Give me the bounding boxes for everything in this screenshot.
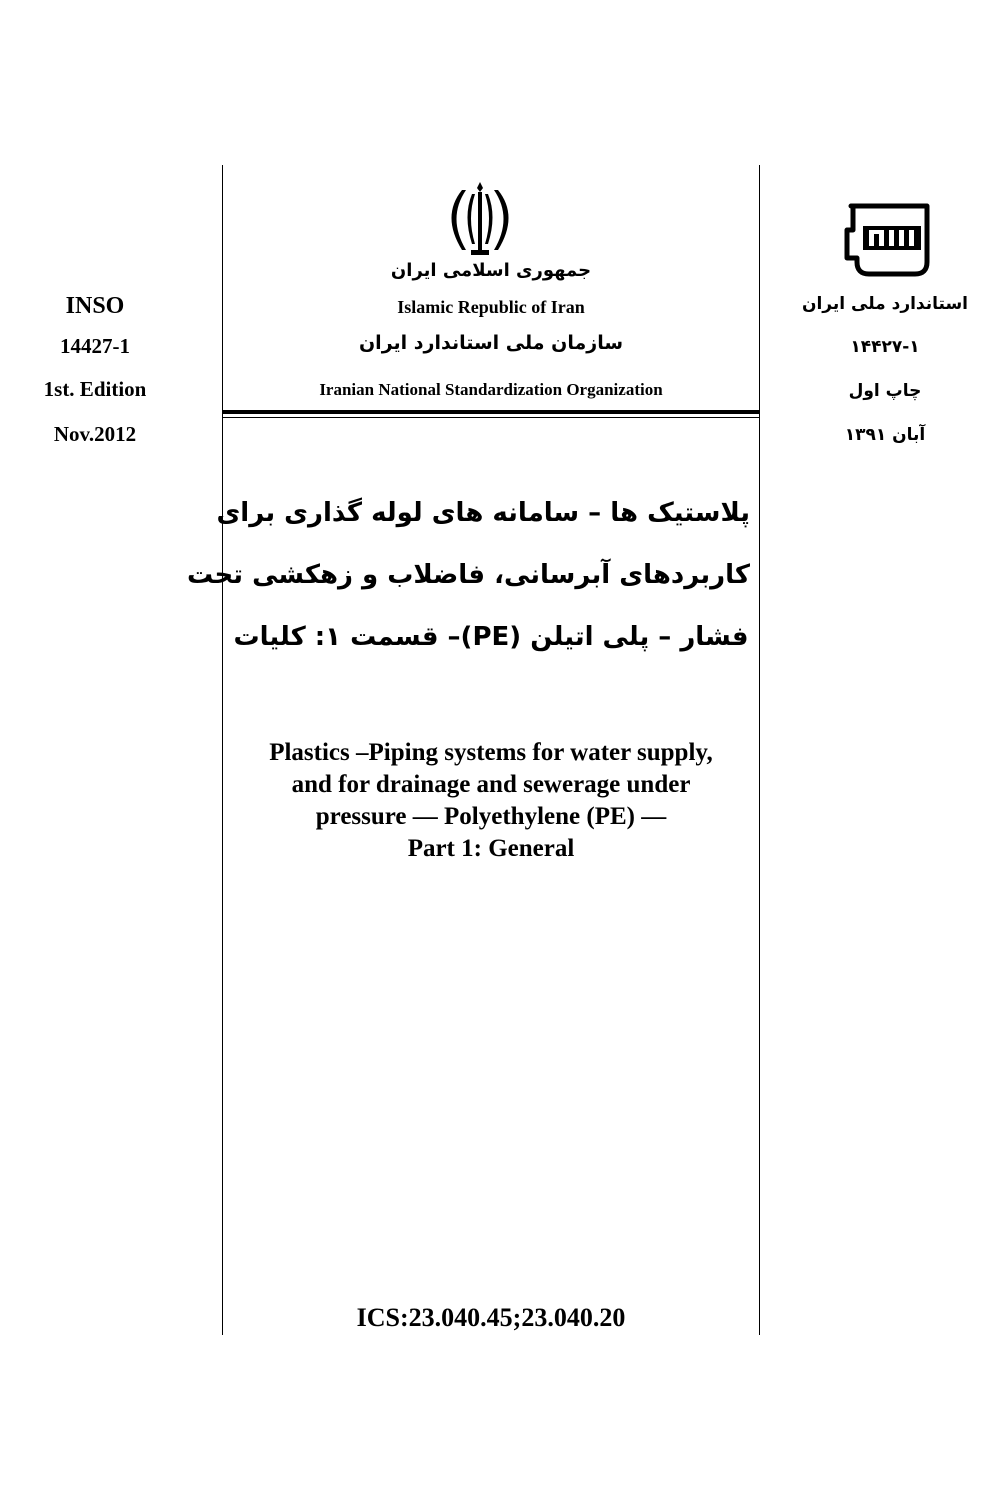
edition-label: 1st. Edition <box>43 377 147 401</box>
organization-name-en: Iranian National Standardization Organization <box>319 380 663 399</box>
publication-date-fa: آبان ۱۳۹۱ <box>844 425 926 445</box>
title-fa-line: فشار – پلی اتیلن (PE)– قسمت ۱: کلیات <box>233 622 749 652</box>
standard-number: 14427-1 <box>60 334 130 358</box>
iran-emblem-icon <box>435 178 525 258</box>
ics-code: ICS:23.040.45;23.040.20 <box>356 1303 626 1332</box>
title-en-line: Plastics –Piping systems for water supply, <box>269 739 713 766</box>
publication-date: Nov.2012 <box>53 422 137 446</box>
standard-number-fa: ۱۴۴۲۷-۱ <box>850 337 920 357</box>
title-fa-line: کاربردهای آبرسانی، فاضلاب و زهکشی تحت <box>187 560 750 590</box>
standard-code: INSO <box>65 293 125 319</box>
document-title-en <box>232 737 750 865</box>
left-info-column <box>0 288 190 458</box>
title-en-line: pressure — Polyethylene (PE) — <box>315 803 667 830</box>
country-name-fa: جمهوری اسلامی ایران <box>390 260 592 281</box>
document-title-fa <box>187 482 750 668</box>
header-rule-thick <box>222 410 760 414</box>
title-fa-line: پلاستیک ها – سامانه های لوله گذاری برای <box>216 498 750 528</box>
title-en-line: Part 1: General <box>407 835 575 862</box>
header-rule-thin <box>222 417 760 418</box>
isiri-logo-icon <box>839 200 931 280</box>
national-standard-label: استاندارد ملی ایران <box>801 294 969 314</box>
title-en-line: and for drainage and sewerage under <box>291 771 691 798</box>
edition-label-fa: چاپ اول <box>848 381 922 401</box>
country-name-en: Islamic Republic of Iran <box>397 297 585 317</box>
organization-name-fa: سازمان ملی استاندارد ایران <box>358 332 624 354</box>
right-info-column <box>790 200 980 458</box>
